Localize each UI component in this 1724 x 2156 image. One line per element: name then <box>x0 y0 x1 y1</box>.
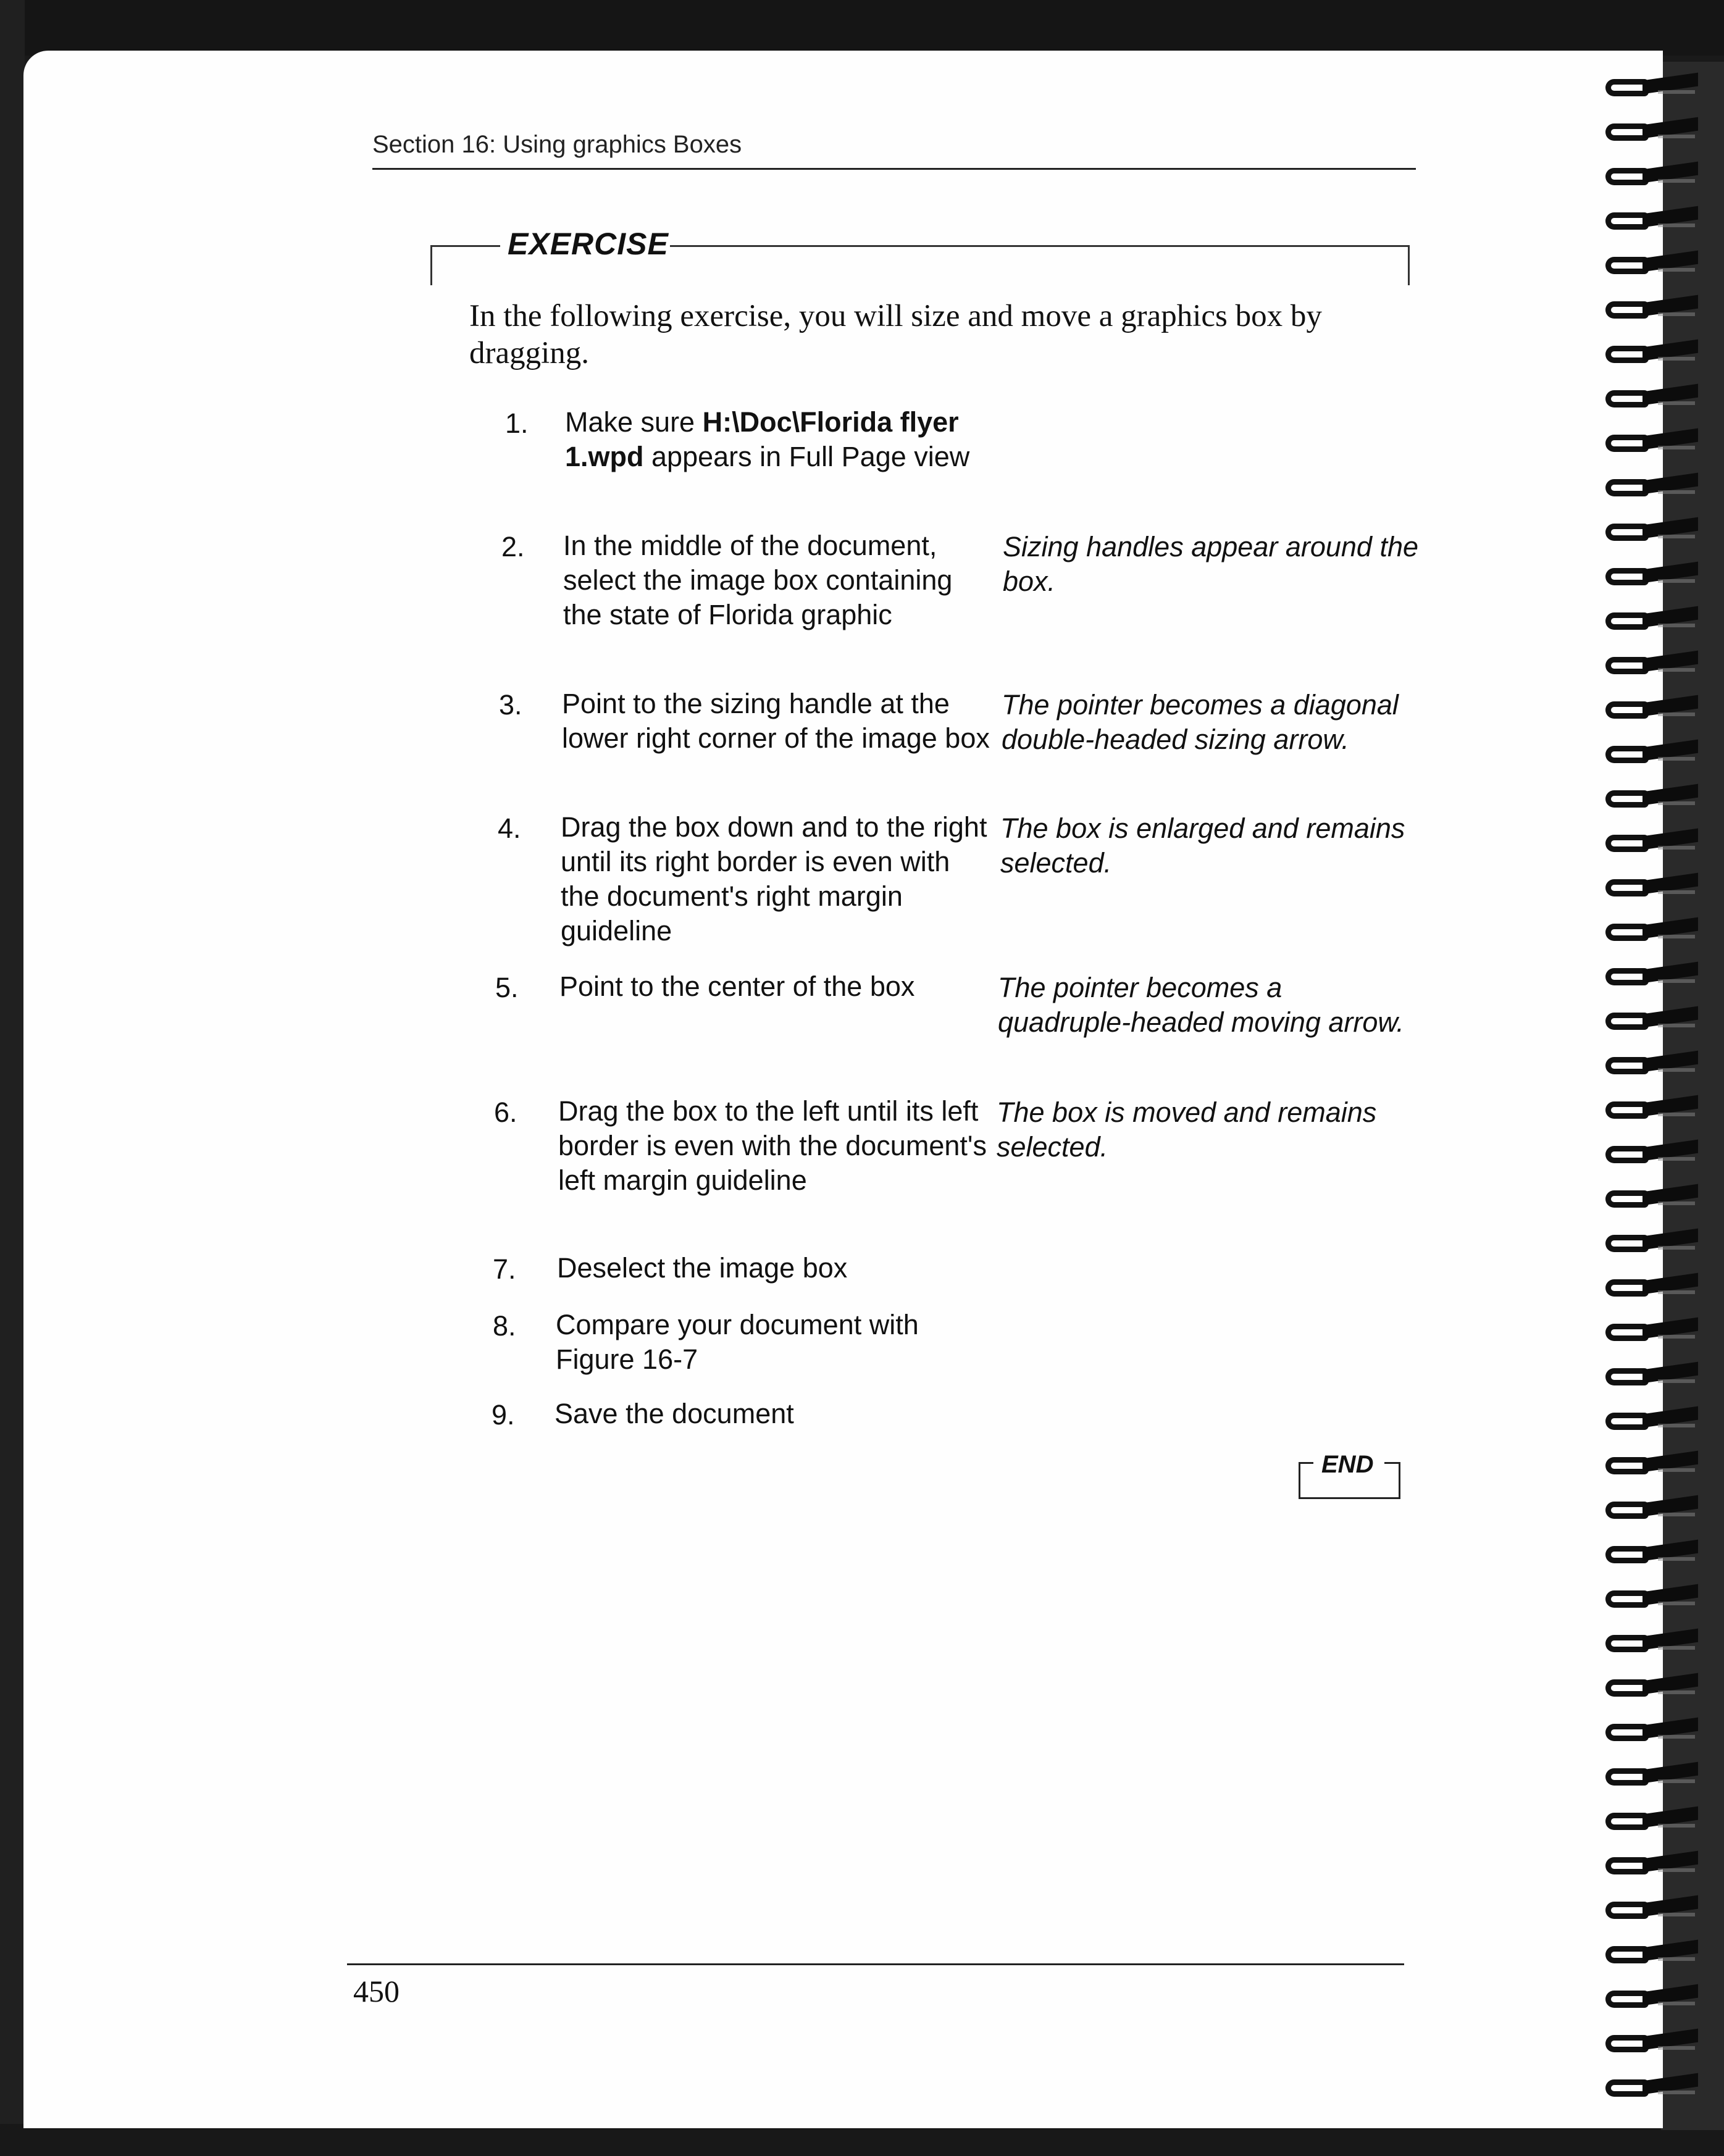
end-marker-top-right <box>1384 1462 1400 1464</box>
spiral-coil <box>1605 1541 1698 1567</box>
step-8-number: 8. <box>493 1310 516 1342</box>
spiral-coil-highlight <box>1658 624 1695 627</box>
spiral-coil-highlight <box>1658 1201 1695 1205</box>
spiral-binding <box>1605 74 1724 2130</box>
step-3-number: 3. <box>499 689 522 721</box>
spiral-coil-highlight <box>1658 1913 1695 1916</box>
spiral-coil-highlight <box>1658 357 1695 361</box>
spiral-coil-highlight <box>1658 579 1695 583</box>
step-9-text: Save the document <box>554 1398 794 1429</box>
spiral-coil-highlight <box>1658 1735 1695 1739</box>
spiral-coil <box>1605 252 1698 278</box>
scan-background-left <box>0 0 25 2156</box>
spiral-coil-highlight <box>1658 90 1695 94</box>
spiral-coil <box>1605 963 1698 989</box>
spiral-coil-highlight <box>1658 2002 1695 2005</box>
end-marker-top-left <box>1299 1462 1313 1464</box>
step-4-number: 4. <box>498 813 521 844</box>
step-7-number: 7. <box>493 1253 516 1285</box>
spiral-coil-highlight <box>1658 846 1695 850</box>
spiral-coil-highlight <box>1658 1024 1695 1027</box>
spiral-coil <box>1605 785 1698 811</box>
spiral-coil-highlight <box>1658 535 1695 538</box>
spiral-coil-highlight <box>1658 801 1695 805</box>
spiral-coil <box>1605 430 1698 456</box>
spiral-coil <box>1605 1008 1698 1034</box>
spiral-coil <box>1605 919 1698 945</box>
spiral-coil-highlight <box>1658 2046 1695 2050</box>
spiral-coil <box>1605 474 1698 500</box>
spiral-coil <box>1605 1230 1698 1256</box>
spiral-coil <box>1605 341 1698 367</box>
spiral-coil-highlight <box>1658 1602 1695 1605</box>
spiral-coil-highlight <box>1658 668 1695 672</box>
spiral-coil-highlight <box>1658 224 1695 227</box>
spiral-coil <box>1605 1986 1698 2012</box>
spiral-coil <box>1605 1097 1698 1122</box>
spiral-coil-highlight <box>1658 1335 1695 1339</box>
spiral-coil <box>1605 1052 1698 1078</box>
spiral-coil-highlight <box>1658 490 1695 494</box>
spiral-coil <box>1605 608 1698 633</box>
spiral-coil <box>1605 385 1698 411</box>
spiral-coil-highlight <box>1658 757 1695 761</box>
step-8-text: Compare your document with Figure 16-7 <box>556 1309 919 1375</box>
spiral-coil <box>1605 1897 1698 1923</box>
spiral-coil-highlight <box>1658 1290 1695 1294</box>
spiral-coil-highlight <box>1658 401 1695 405</box>
spiral-coil-highlight <box>1658 268 1695 272</box>
spiral-coil-highlight <box>1658 1113 1695 1116</box>
spiral-coil <box>1605 741 1698 767</box>
spiral-coil <box>1605 1852 1698 1878</box>
spiral-coil <box>1605 1586 1698 1611</box>
step-6-text: Drag the box to the left until its left border is even with the document's left margin guideline <box>558 1095 987 1196</box>
spiral-coil <box>1605 1630 1698 1656</box>
spiral-coil <box>1605 563 1698 589</box>
spiral-coil-highlight <box>1658 1157 1695 1161</box>
exercise-intro: In the following exercise, you will size and move a graphics box by dragging. <box>469 299 1322 370</box>
step-2-note: Sizing handles appear around the box. <box>1003 531 1419 597</box>
spiral-coil <box>1605 1185 1698 1211</box>
step-5-note: The pointer becomes a quadruple-headed moving arrow. <box>998 972 1404 1038</box>
spiral-coil <box>1605 1408 1698 1434</box>
step-1-text <box>565 405 997 474</box>
step-9-number: 9. <box>492 1399 515 1431</box>
spiral-coil-highlight <box>1658 712 1695 716</box>
step-1-text-part: Make sure <box>565 406 703 438</box>
step-4-text: Drag the box down and to the right until its right border is even with the document's right margin guideline <box>561 811 987 946</box>
spiral-coil-highlight <box>1658 935 1695 938</box>
step-2-number: 2. <box>501 531 525 562</box>
step-6-number: 6. <box>494 1097 517 1128</box>
spiral-coil-highlight <box>1658 2091 1695 2094</box>
step-1-filename: H:\Doc\Florida flyer 1.wpd <box>565 406 959 472</box>
spiral-coil <box>1605 163 1698 189</box>
spiral-coil <box>1605 1274 1698 1300</box>
step-4-note: The box is enlarged and remains selected. <box>1000 813 1405 879</box>
spiral-coil-highlight <box>1658 890 1695 894</box>
step-2-text: In the middle of the document, select the image box containing the state of Florida graphic <box>563 530 953 630</box>
spiral-coil <box>1605 830 1698 856</box>
spiral-coil <box>1605 296 1698 322</box>
spiral-coil <box>1605 2030 1698 2056</box>
step-5-number: 5. <box>495 972 519 1003</box>
spiral-coil <box>1605 74 1698 100</box>
scan-background-bottom <box>0 2124 1724 2156</box>
footer-rule <box>347 1963 1404 1965</box>
spiral-coil <box>1605 874 1698 900</box>
spiral-coil-highlight <box>1658 135 1695 138</box>
exercise-box-border-left <box>430 245 500 285</box>
exercise-box-border-right <box>670 245 1410 285</box>
scan-background-top <box>0 0 1724 56</box>
spiral-coil <box>1605 1941 1698 1967</box>
step-5-text: Point to the center of the box <box>559 971 915 1002</box>
spiral-coil-highlight <box>1658 312 1695 316</box>
spiral-coil <box>1605 696 1698 722</box>
spiral-coil <box>1605 1808 1698 1834</box>
spiral-coil <box>1605 1497 1698 1523</box>
spiral-coil-highlight <box>1658 1068 1695 1072</box>
spiral-coil-highlight <box>1658 1824 1695 1828</box>
step-3-text: Point to the sizing handle at the lower right corner of the image box <box>562 688 990 754</box>
spiral-coil-highlight <box>1658 1379 1695 1383</box>
spiral-coil-highlight <box>1658 1468 1695 1472</box>
spiral-coil-highlight <box>1658 979 1695 983</box>
spiral-coil <box>1605 1719 1698 1745</box>
spiral-coil <box>1605 207 1698 233</box>
page-number: 450 <box>353 1974 400 2008</box>
spiral-coil-highlight <box>1658 446 1695 449</box>
spiral-coil-highlight <box>1658 1957 1695 1961</box>
spiral-coil-highlight <box>1658 1779 1695 1783</box>
end-marker-label: END <box>1321 1451 1374 1478</box>
step-1-number: 1. <box>505 407 529 439</box>
spiral-coil <box>1605 519 1698 545</box>
spiral-coil-highlight <box>1658 1868 1695 1872</box>
step-7-text: Deselect the image box <box>557 1252 848 1284</box>
spiral-coil <box>1605 652 1698 678</box>
spiral-coil <box>1605 2075 1698 2100</box>
spiral-coil-highlight <box>1658 1246 1695 1250</box>
spiral-coil <box>1605 1763 1698 1789</box>
spiral-coil-highlight <box>1658 1646 1695 1650</box>
spiral-coil-highlight <box>1658 1424 1695 1427</box>
header-rule <box>372 168 1416 170</box>
spiral-coil <box>1605 1141 1698 1167</box>
spiral-coil-highlight <box>1658 1690 1695 1694</box>
spiral-coil <box>1605 1674 1698 1700</box>
spiral-coil-highlight <box>1658 179 1695 183</box>
step-1-text-part: appears in Full Page view <box>643 441 970 472</box>
spiral-coil <box>1605 119 1698 144</box>
step-6-note: The box is moved and remains selected. <box>997 1097 1377 1163</box>
spiral-coil-highlight <box>1658 1557 1695 1561</box>
exercise-title: EXERCISE <box>508 227 669 261</box>
spiral-coil <box>1605 1363 1698 1389</box>
step-3-note: The pointer becomes a diagonal double-headed sizing arrow. <box>1002 689 1399 755</box>
spiral-coil-highlight <box>1658 1513 1695 1516</box>
spiral-coil <box>1605 1319 1698 1345</box>
section-header: Section 16: Using graphics Boxes <box>372 131 742 158</box>
spiral-coil <box>1605 1452 1698 1478</box>
